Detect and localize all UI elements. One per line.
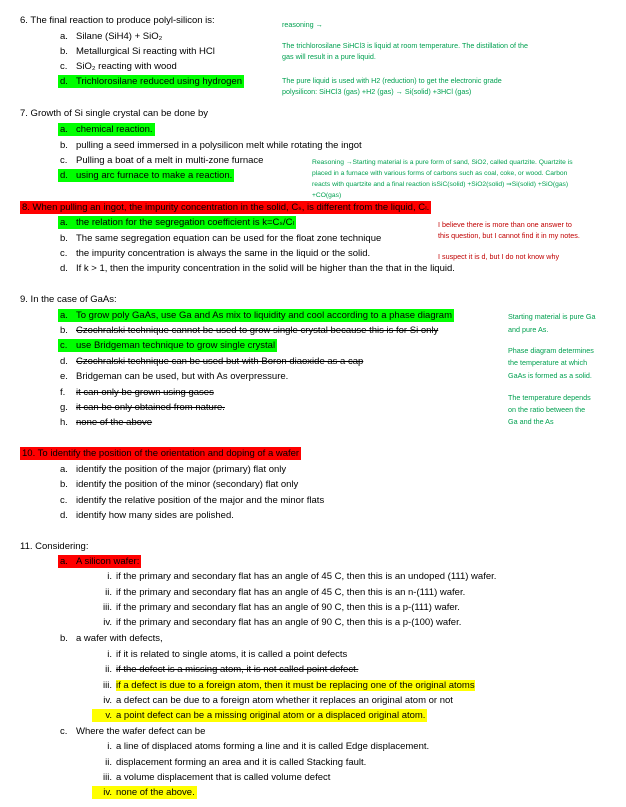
q11-c-item-iii: iii. a volume displacement that is called volume defect	[103, 772, 331, 783]
q7-option-b: b. pulling a seed immersed in a polysilicon melt while rotating the ingot	[60, 140, 362, 151]
q11-b-item-i: i. if it is related to single atoms, it is called a point defects	[107, 649, 348, 660]
q11-c-item-iv-highlighted: iv. none of the above.	[92, 786, 197, 799]
q10-question-highlighted: 10. To identify the position of the orientation and doping of a wafer	[22, 448, 300, 459]
q9-option-c-highlighted: c. use Bridgeman technique to grow single crystal	[60, 340, 276, 351]
q7-option-a-highlighted: a. chemical reaction.	[60, 124, 153, 135]
q11-part-a-highlighted: a. A silicon wafer:	[60, 556, 140, 567]
q10-option-b: b. identify the position of the minor (secondary) flat only	[60, 479, 299, 490]
q9-option-f-struck: f. it can only be grown using gases	[60, 387, 214, 398]
q9-note-line: GaAs is formed as a solid.	[508, 371, 592, 380]
q6-option-c: c. SiO₂ reacting with wood	[60, 61, 177, 72]
q8-option-a-highlighted: a. the relation for the segregation coefficient is k=Cₛ/Cₗ	[60, 217, 295, 228]
q6-option-a: a. Silane (SiH4) + SiO₂	[60, 31, 163, 42]
q9-note-line: Starting material is pure Ga	[508, 312, 596, 321]
q7-note-line: reacts with quartzite and a final reaction isSiC(solid) +SiO2(solid) ⇒Si(solid) +SiO(gas)	[312, 181, 569, 188]
q9-option-b-struck: b. Czochralski technique cannot be used to grow single crystal because this is for Si only	[60, 325, 439, 336]
q6-note-reasoning: reasoning →	[282, 20, 323, 29]
q7-question: 7. Growth of Si single crystal can be done by	[20, 108, 208, 119]
q7-option-d-highlighted: d. using arc furnace to make a reaction.	[60, 170, 233, 181]
q6-note-line: The trichlorosilane SiHCl3 is liquid at room temperature. The distillation of the	[282, 41, 528, 50]
q7-note-line: +CO(gas)	[312, 192, 342, 199]
q11-b-item-iii: iii. if a defect is due to a foreign atom, then it must be replacing one of the original atoms	[103, 680, 475, 691]
q11-question: 11. Considering:	[20, 541, 89, 552]
q7-note-line: placed in a furnace with various forms of carbons such as coal, coke, or wood. Carbon	[312, 170, 568, 177]
yellow-highlight: if a defect is due to a foreign atom, then it must be replacing one of the original atoms	[116, 680, 475, 691]
q9-option-d-struck: d. Czochralski technique can be used but with Boron diaoxide as a cap	[60, 356, 364, 367]
q11-c-item-i: i. a line of displaced atoms forming a line and it is called Edge displacement.	[107, 741, 430, 752]
q11-c-item-ii: ii. displacement forming an area and it is called Stacking fault.	[105, 757, 367, 768]
q6-option-b: b. Metallurgical Si reacting with HCl	[60, 46, 215, 57]
q10-option-a: a. identify the position of the major (primary) flat only	[60, 464, 287, 475]
q9-note-line: the temperature at which	[508, 358, 588, 367]
q6-question: 6. The final reaction to produce polyl-silicon is:	[20, 15, 215, 26]
q11-b-item-v-highlighted: v. a point defect can be a missing original atom or a displaced original atom.	[92, 709, 427, 722]
q11-a-item-iii: iii. if the primary and secondary flat has an angle of 90 C, then this is a p-(111) wafer.	[103, 602, 460, 613]
q11-a-item-iv: iv. if the primary and secondary flat has an angle of 90 C, then this is a p-(100) wafer.	[103, 617, 462, 628]
q8-option-b: b. The same segregation equation can be used for the float zone technique	[60, 233, 382, 244]
q8-note-line: I suspect it is d, but I do not know why	[438, 252, 560, 261]
q9-note-line: and pure As.	[508, 325, 549, 334]
q9-option-g-struck: g. it can be only obtained from nature.	[60, 402, 225, 413]
q11-a-item-ii: ii. if the primary and secondary flat has an angle of 45 C, then this is an n-(111) wafer.	[105, 587, 466, 598]
q9-note-line: on the ratio between the	[508, 405, 586, 414]
q6-note-line: The pure liquid is used with H2 (reduction) to get the electronic grade	[282, 76, 502, 85]
q8-note-line: I believe there is more than one answer to	[438, 220, 572, 229]
q8-option-d: d. If k > 1, then the impurity concentration in the solid will be higher than the that in the liquid.	[60, 263, 455, 274]
q11-b-item-iv: iv. a defect can be due to a foreign atom whether it replaces an original atom or not	[103, 695, 453, 706]
q9-option-a-highlighted: a. To grow poly GaAs, use Ga and As mix to liquidity and cool according to a phase diagram	[60, 310, 452, 321]
q8-question-highlighted: 8. When pulling an ingot, the impurity concentration in the solid, Cₛ, is different from the liquid, Cₗ.	[22, 202, 430, 213]
q11-a-item-i: i. if the primary and secondary flat has an angle of 45 C, then this is an undoped (111) wafer.	[107, 571, 497, 582]
q10-option-d: d. identify how many sides are polished.	[60, 510, 234, 521]
q9-option-h-struck: h. none of the above	[60, 417, 153, 428]
q9-note-line: Ga and the As	[508, 417, 554, 426]
q8-option-c: c. the impurity concentration is always the same in the liquid or the solid.	[60, 248, 371, 259]
q7-note-line: Reasoning →Starting material is a pure form of sand, SiO2, called quartzite. Quartzite is	[312, 159, 573, 166]
q9-option-e: e. Bridgeman can be used, but with As overpressure.	[60, 371, 289, 382]
q11-part-c: c. Where the wafer defect can be	[60, 726, 206, 737]
q9-note-line: Phase diagram determines	[508, 346, 594, 355]
q9-note-line: The temperature depends	[508, 393, 591, 402]
q10-option-c: c. identify the relative position of the major and the minor flats	[60, 495, 325, 506]
q7-option-c: c. Pulling a boat of a melt in multi-zone furnace	[60, 155, 264, 166]
q9-question: 9. In the case of GaAs:	[20, 294, 117, 305]
q11-part-b: b. a wafer with defects,	[60, 633, 163, 644]
q6-option-d-highlighted: d. Trichlorosilane reduced using hydrogen	[60, 76, 242, 87]
q8-note-line: this question, but I cannot find it in my notes.	[438, 231, 580, 240]
q11-b-item-ii-struck: ii. if the defect is a missing atom, it is not called point defect.	[105, 664, 359, 675]
q6-note-line: gas will result in a pure liquid.	[282, 52, 376, 61]
q6-note-line: polysilicon: SiHCl3 (gas) +H2 (gas) → Si(solid) +3HCl (gas)	[282, 87, 472, 96]
